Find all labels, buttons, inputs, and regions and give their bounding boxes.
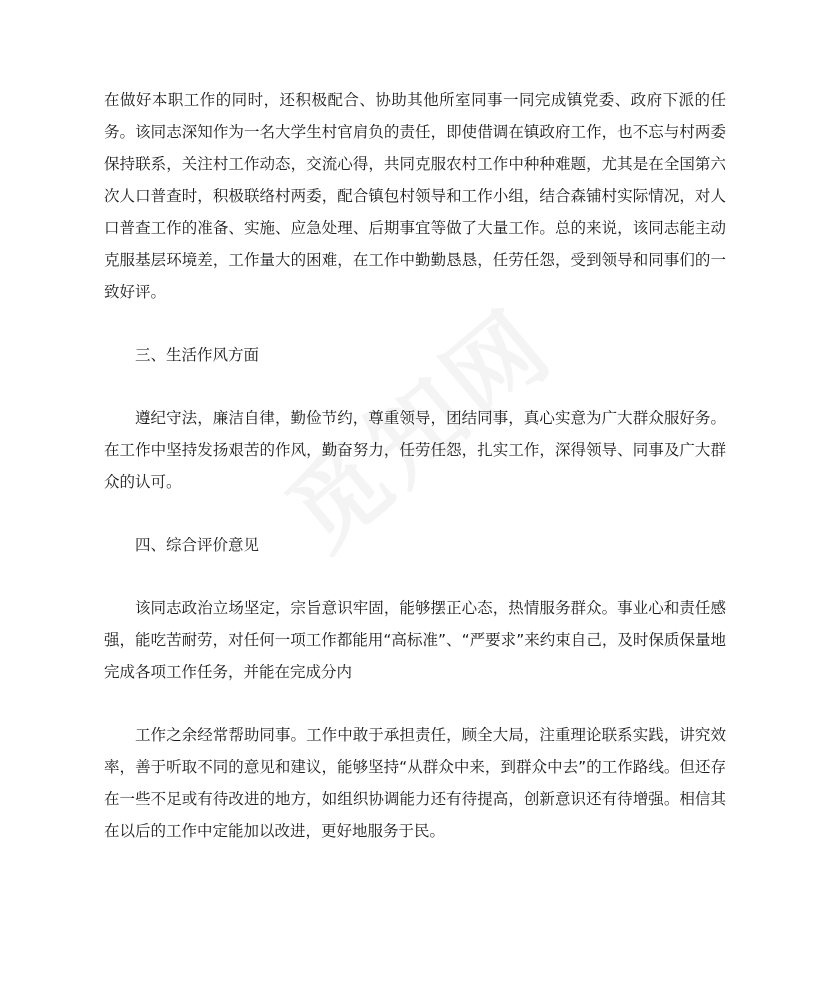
spacer: [104, 371, 726, 402]
spacer: [104, 561, 726, 592]
paragraph-work-cooperation: 在做好本职工作的同时，还积极配合、协助其他所室同事一同完成镇党委、政府下派的任务。该同志深知作为一名大学生村官肩负的责任，即使借调在镇政府工作，也不忘与村两委保持联系，关注村工作动态，交流心得，共同克服农村工作中种种难题，尤其是在全国第六次人口普查时，积极联络村两委，配合镇包村领导和工作小组，结合森铺村实际情况，对人口普查工作的准备、实施、应急处理、后期事宜等做了大量工作。总的来说，该同志能主动克服基层环境差，工作量大的困难，在工作中勤勤恳恳，任劳任怨，受到领导和同事们的一致好评。: [104, 91, 726, 301]
paragraph-evaluation-continued: 工作之余经常帮助同事。工作中敢于承担责任，顾全大局，注重理论联系实践，讲究效率，善于听取不同的意见和建议，能够坚持“从群众中来，到群众中去”的工作路线。但还存在一些不足或有待改进的地方，如组织协调能力还有待提高，创新意识还有待增强。相信其在以后的工作中定能加以改进，更好地服务于民。: [104, 726, 726, 840]
section-heading-lifestyle: 三、生活作风方面: [135, 346, 260, 364]
paragraph-evaluation: 该同志政治立场坚定，宗旨意识牢固，能够摆正心态，热情服务群众。事业心和责任感强，能吃苦耐劳，对任何一项工作都能用“高标准”、“严要求”来约束自己，及时保质保量地完成各项工作任务，并能在完成分内: [104, 599, 726, 681]
document-body: [104, 84, 726, 847]
spacer: [104, 498, 726, 529]
spacer: [104, 308, 726, 339]
paragraph-lifestyle: 遵纪守法，廉洁自律，勤俭节约，尊重领导，团结同事，真心实意为广大群众服好务。在工作中坚持发扬艰苦的作风，勤奋努力，任劳任怨，扎实工作，深得领导、同事及广大群众的认可。: [104, 409, 726, 491]
spacer: [104, 688, 726, 719]
section-heading-evaluation: 四、综合评价意见: [135, 536, 260, 554]
